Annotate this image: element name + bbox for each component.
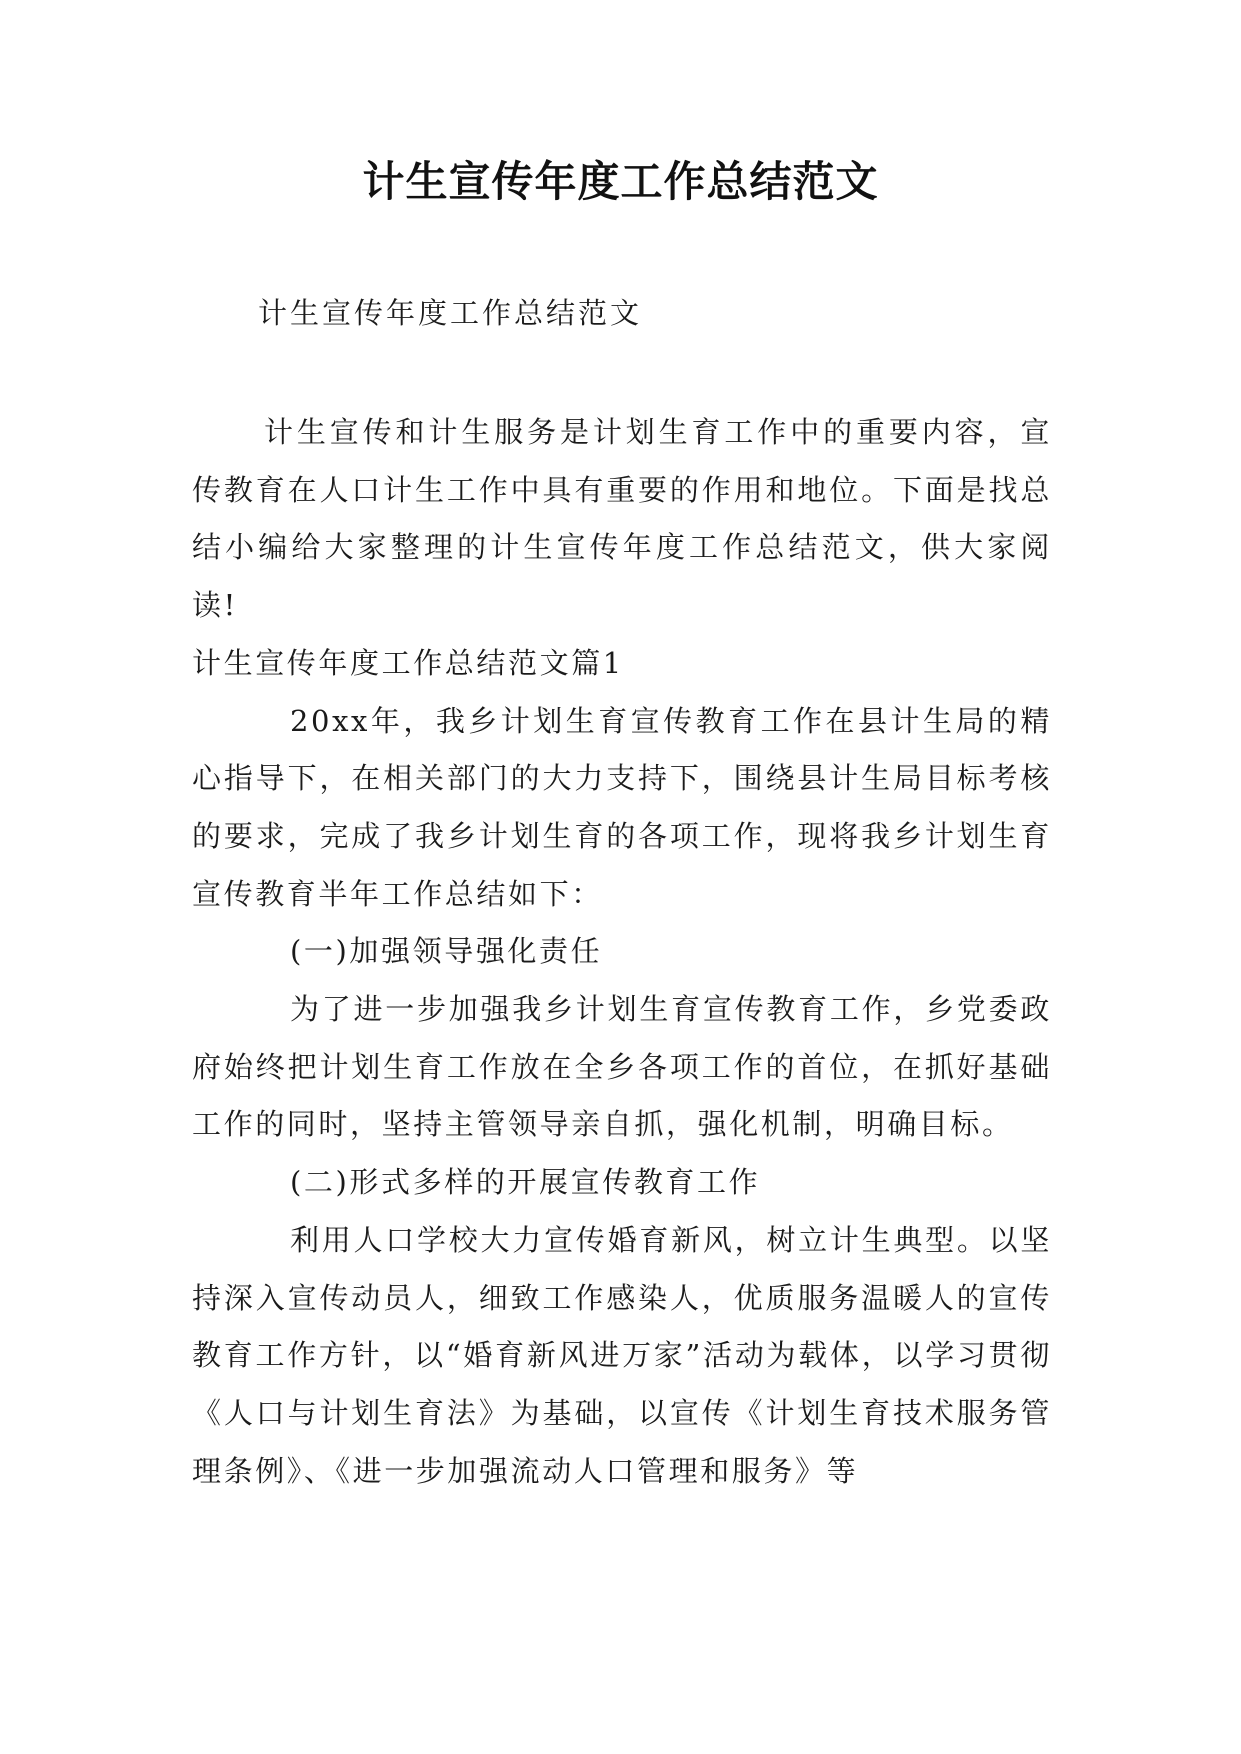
paragraph-intro: 计生宣传和计生服务是计划生育工作中的重要内容，宣传教育在人口计生工作中具有重要的作用和地位。下面是找总结小编给大家整理的计生宣传年度工作总结范文，供大家阅读! [192,415,1052,623]
document-title: 计生宣传年度工作总结范文 [362,157,879,206]
paragraph-leadership: 为了进一步加强我乡计划生育宣传教育工作，乡党委政府始终把计划生育工作放在全乡各项工作的首位，在抓好基础工作的同时，坚持主管领导亲自抓，强化机制，明确目标。 [192,992,1052,1142]
section-heading-part-1: 计生宣传年度工作总结范文篇1 [192,645,624,680]
paragraph-publicity: 利用人口学校大力宣传婚育新风，树立计生典型。以坚持深入宣传动员人，细致工作感染人，优质服务温暖人的宣传教育工作方针，以“婚育新风进万家”活动为载体，以学习贯彻《人口与计划生育法》为基础，以宣传《计划生育技术服务管理条例》、《进一步加强流动人口管理和服务》等 [192,1222,1052,1488]
paragraph-overview: 20xx年，我乡计划生育宣传教育工作在县计生局的精心指导下，在相关部门的大力支持下，围绕县计生局目标考核的要求，完成了我乡计划生育的各项工作，现将我乡计划生育宣传教育半年工作总结如下： [192,703,1052,911]
subheading-2: (二)形式多样的开展宣传教育工作 [290,1165,761,1200]
subheading-1: (一)加强领导强化责任 [290,934,603,969]
document-subtitle: 计生宣传年度工作总结范文 [258,296,643,330]
document-body [192,404,1052,1500]
